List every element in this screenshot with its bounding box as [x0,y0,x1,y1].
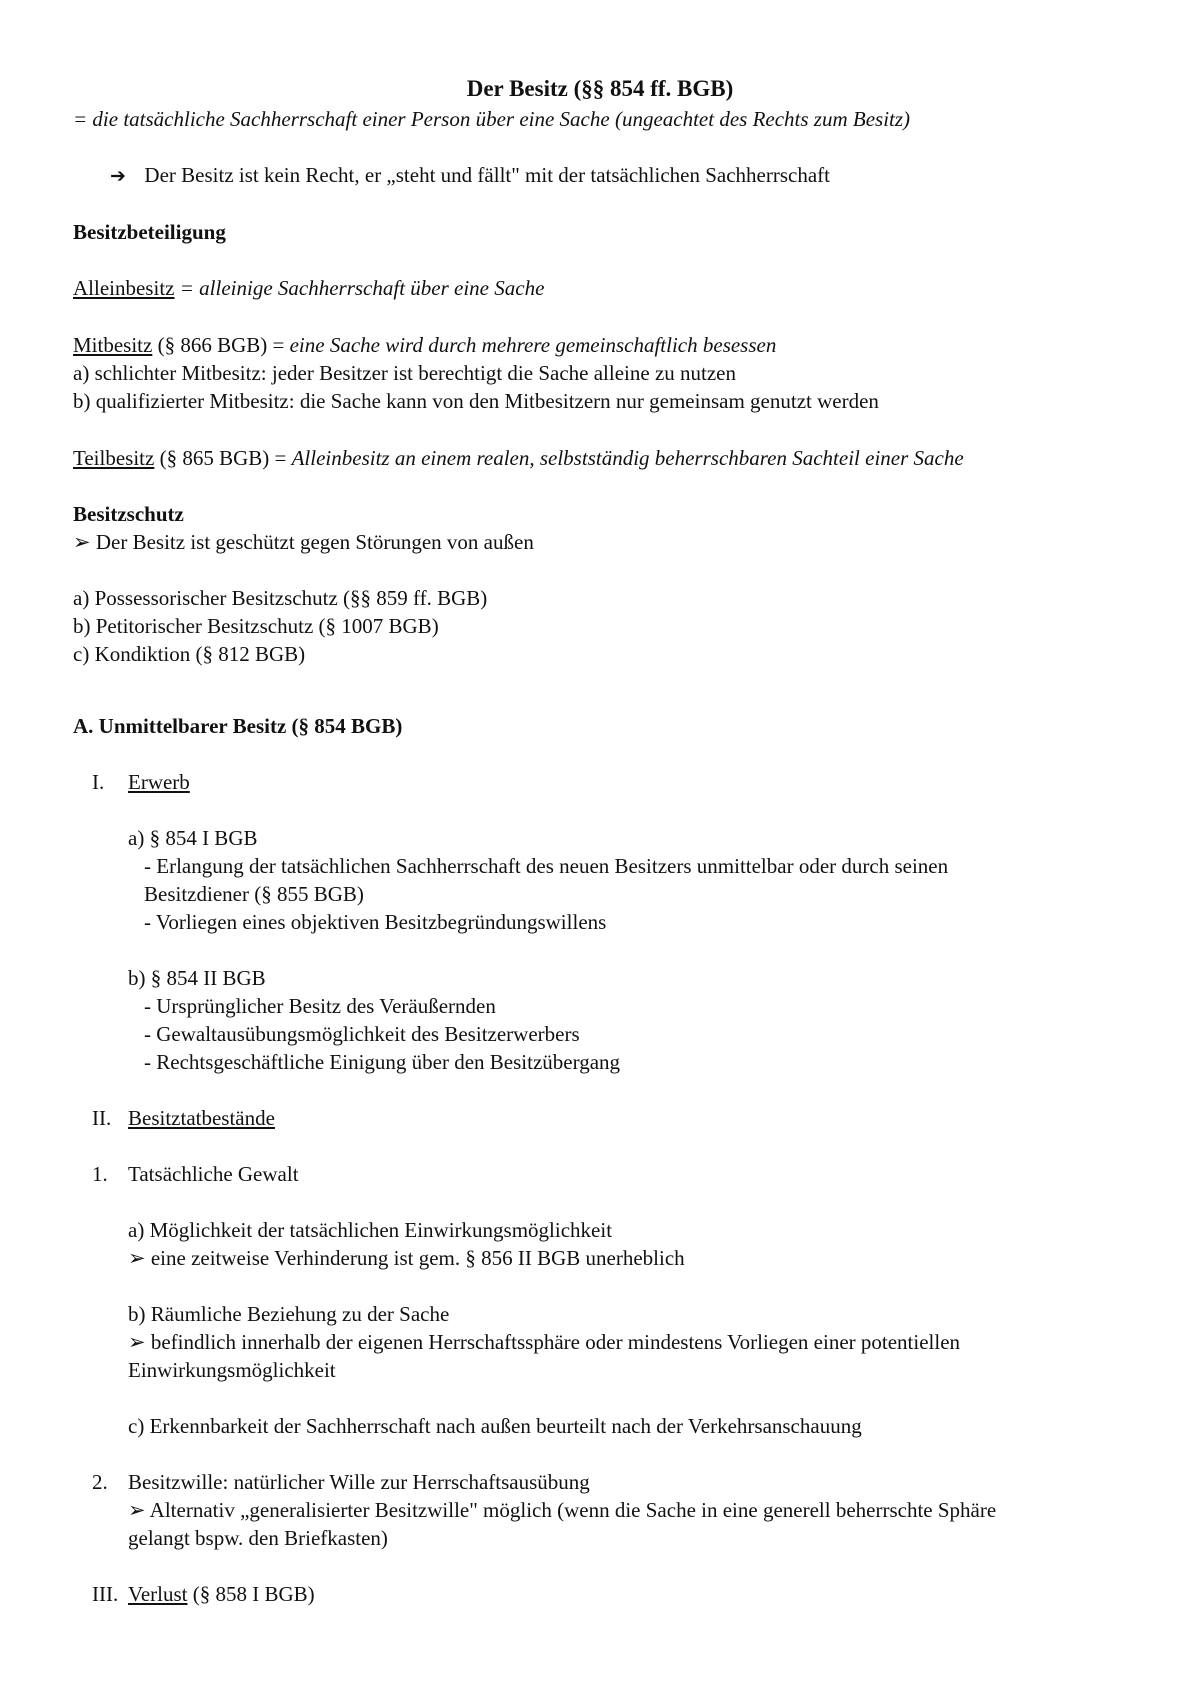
besitzschutz-c: c) Kondiktion (§ 812 BGB) [73,642,306,666]
alleinbesitz-def: = alleinige Sachherrschaft über eine Sache [174,276,545,300]
erwerb-a-item-1: - Erlangung der tatsächlichen Sachherrschaft des neuen Besitzers unmittelbar oder durch seinen [144,854,949,878]
besitzschutz-bullet: ➢ Der Besitz ist geschützt gegen Störungen von außen [73,530,534,554]
num-1: 1. [92,1162,108,1186]
teilbesitz-term: Teilbesitz [73,446,155,470]
teilbesitz-line [73,444,964,472]
mitbesitz-term: Mitbesitz [73,333,153,357]
roman-iii-number: III. [92,1582,119,1606]
arrow-right-icon: ➔ [110,165,126,187]
gewalt-b-bullet-cont: Einwirkungsmöglichkeit [128,1358,336,1382]
mitbesitz-ref: (§ 866 BGB) = [152,333,290,357]
mitbesitz-a: a) schlichter Mitbesitz: jeder Besitzer ist berechtigt die Sache alleine zu nutzen [73,361,736,385]
roman-iii-label: Verlust [128,1582,188,1606]
roman-i-label: Erwerb [128,770,190,794]
erwerb-a-item-2: - Vorliegen eines objektiven Besitzbegründungswillens [144,910,607,934]
erwerb-b-item-1: - Ursprünglicher Besitz des Veräußernden [144,994,496,1018]
mitbesitz-line [73,331,776,359]
roman-ii-label: Besitztatbestände [128,1106,275,1130]
alleinbesitz-line [73,274,544,302]
roman-ii-number: II. [92,1106,112,1130]
erwerb-b-item-2: - Gewaltausübungsmöglichkeit des Besitzerwerbers [144,1022,580,1046]
page-title: Der Besitz (§§ 854 ff. BGB) [466,76,734,101]
teilbesitz-def: Alleinbesitz an einem realen, selbstständig beherrschbaren Sachteil einer Sache [291,446,964,470]
heading-besitzschutz: Besitzschutz [73,502,184,526]
heading-besitzbeteiligung: Besitzbeteiligung [73,220,226,244]
erwerb-a-head: a) § 854 I BGB [128,826,258,850]
gewalt-b-bullet: ➢ befindlich innerhalb der eigenen Herrschaftssphäre oder mindestens Vorliegen einer potentiellen [128,1330,961,1354]
erwerb-b-item-3: - Rechtsgeschäftliche Einigung über den Besitzübergang [144,1050,621,1074]
num-2-label: Besitzwille: natürlicher Wille zur Herrschaftsausübung [128,1470,590,1494]
num-1-label: Tatsächliche Gewalt [128,1162,299,1186]
erwerb-b-head: b) § 854 II BGB [128,966,266,990]
heading-section-a: A. Unmittelbarer Besitz (§ 854 BGB) [73,714,403,738]
gewalt-a-bullet: ➢ eine zeitweise Verhinderung ist gem. § 856 II BGB unerheblich [128,1246,685,1270]
roman-iii-line [128,1580,315,1608]
num-2: 2. [92,1470,108,1494]
besitzschutz-a: a) Possessorischer Besitzschutz (§§ 859 ff. BGB) [73,586,488,610]
gewalt-c: c) Erkennbarkeit der Sachherrschaft nach außen beurteilt nach der Verkehrsanschauung [128,1414,862,1438]
arrow-note [110,161,830,190]
gewalt-b: b) Räumliche Beziehung zu der Sache [128,1302,450,1326]
roman-iii-ref: (§ 858 I BGB) [187,1582,315,1606]
alleinbesitz-term: Alleinbesitz [73,276,175,300]
mitbesitz-b: b) qualifizierter Mitbesitz: die Sache kann von den Mitbesitzern nur gemeinsam genutzt werden [73,389,879,413]
arrow-note-text: Der Besitz ist kein Recht, er „steht und fällt" mit der tatsächlichen Sachherrschaft [144,163,831,187]
num-2-bullet: ➢ Alternativ „generalisierter Besitzwille" möglich (wenn die Sache in eine generell beherrschte Sphäre [128,1498,997,1522]
gewalt-a: a) Möglichkeit der tatsächlichen Einwirkungsmöglichkeit [128,1218,613,1242]
definition-line: = die tatsächliche Sachherrschaft einer Person über eine Sache (ungeachtet des Rechts zum Besitz) [73,107,911,131]
besitzschutz-b: b) Petitorischer Besitzschutz (§ 1007 BGB) [73,614,439,638]
erwerb-a-item-1-cont: Besitzdiener (§ 855 BGB) [144,882,364,906]
teilbesitz-ref: (§ 865 BGB) = [154,446,292,470]
mitbesitz-def: eine Sache wird durch mehrere gemeinschaftlich besessen [289,333,777,357]
num-2-bullet-cont: gelangt bspw. den Briefkasten) [128,1526,388,1550]
roman-i-number: I. [92,770,105,794]
